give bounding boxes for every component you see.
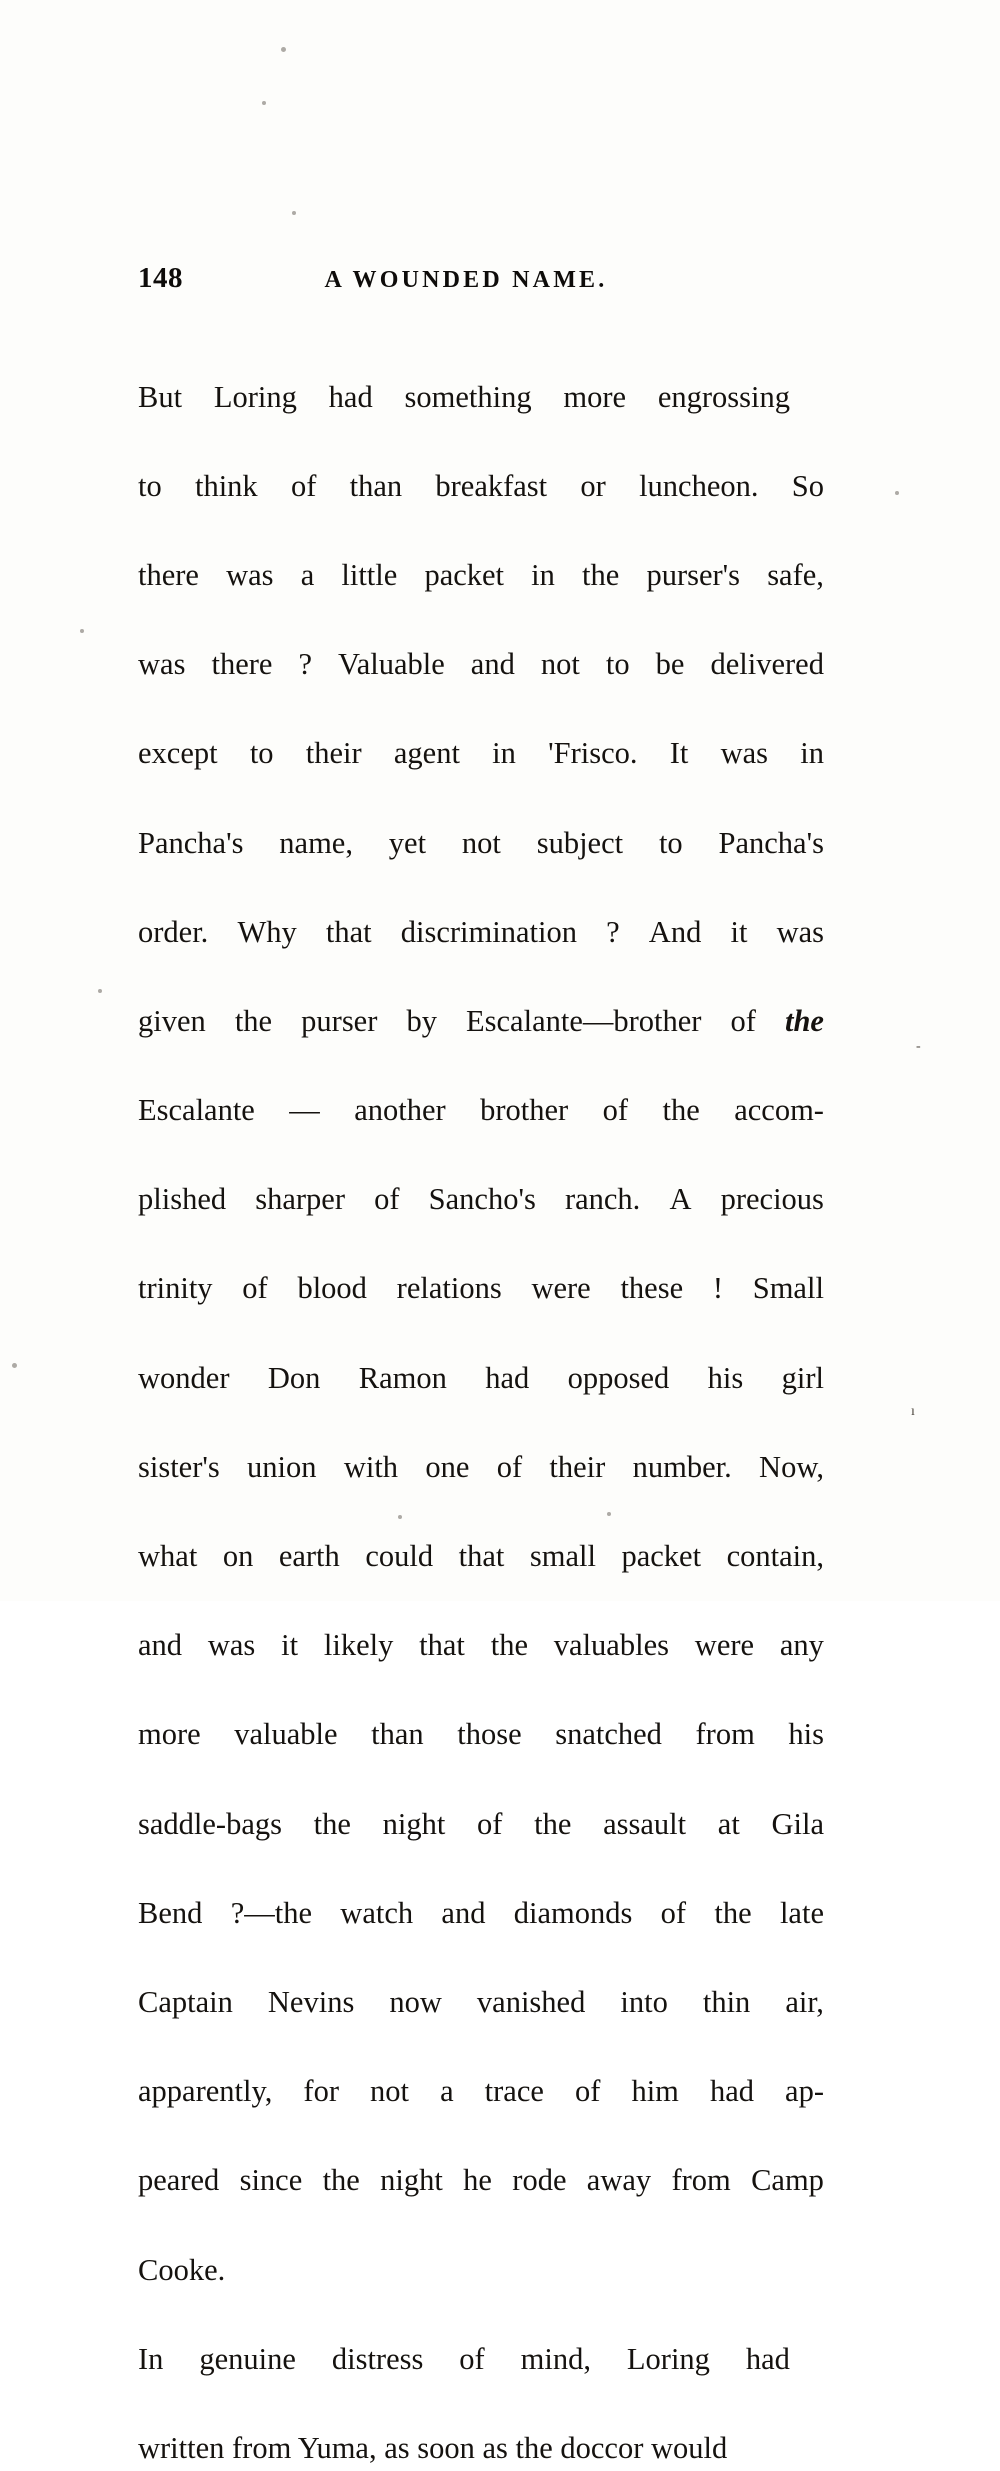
text-line: peared since the night he rode away from Camp xyxy=(138,2163,824,2198)
text-line: what on earth could that small packet contain, xyxy=(138,1539,824,1574)
text-line: apparently, for not a trace of him had ap- xyxy=(138,2074,824,2109)
text-line: written from Yuma, as soon as the doccor would xyxy=(138,2430,728,2465)
page-body xyxy=(138,330,824,2471)
scan-speck xyxy=(895,491,899,495)
text-line: wonder Don Ramon had opposed his girl xyxy=(138,1360,824,1395)
text-line: sister's union with one of their number. Now, xyxy=(138,1449,824,1484)
paragraph xyxy=(138,330,824,2292)
text-line: more valuable than those snatched from his xyxy=(138,1717,824,1752)
paragraph xyxy=(138,2292,824,2470)
page-number: 148 xyxy=(138,262,183,294)
running-title: A WOUNDED NAME. xyxy=(324,267,608,293)
text-line: But Loring had something more engrossing xyxy=(138,379,790,414)
edge-speck-right: - xyxy=(916,1039,921,1054)
text-line: trinity of blood relations were these ! Small xyxy=(138,1271,824,1306)
scan-speck xyxy=(12,1363,17,1368)
scan-speck xyxy=(98,989,102,993)
page-header xyxy=(138,262,823,295)
scan-speck xyxy=(292,211,296,215)
scan-speck xyxy=(262,101,266,105)
scan-speck xyxy=(281,47,286,52)
text-line: Bend ?—the watch and diamonds of the late xyxy=(138,1895,824,1930)
text-line: there was a little packet in the purser's safe, xyxy=(138,557,824,592)
text-line: Pancha's name, yet not subject to Pancha's xyxy=(138,825,824,860)
scan-speck xyxy=(80,629,84,633)
text-line: was there ? Valuable and not to be delivered xyxy=(138,647,824,682)
text-line: except to their agent in 'Frisco. It was in xyxy=(138,736,824,771)
text-line: Escalante — another brother of the accom- xyxy=(138,1093,824,1128)
text-line: Cooke. xyxy=(138,2252,226,2287)
text-line: plished sharper of Sancho's ranch. A precious xyxy=(138,1182,824,1217)
text-line: Captain Nevins now vanished into thin air, xyxy=(138,1984,824,2019)
text-line: order. Why that discrimination ? And it was xyxy=(138,914,824,949)
edge-speck-bottom-right: ı xyxy=(911,1404,915,1419)
text-line: saddle-bags the night of the assault at Gila xyxy=(138,1806,824,1841)
text-line: and was it likely that the valuables were any xyxy=(138,1628,824,1663)
text-line: to think of than breakfast or luncheon. So xyxy=(138,468,824,503)
text-line: In genuine distress of mind, Loring had xyxy=(138,2341,790,2376)
text-line: given the purser by Escalante—brother of the xyxy=(138,1003,824,1038)
